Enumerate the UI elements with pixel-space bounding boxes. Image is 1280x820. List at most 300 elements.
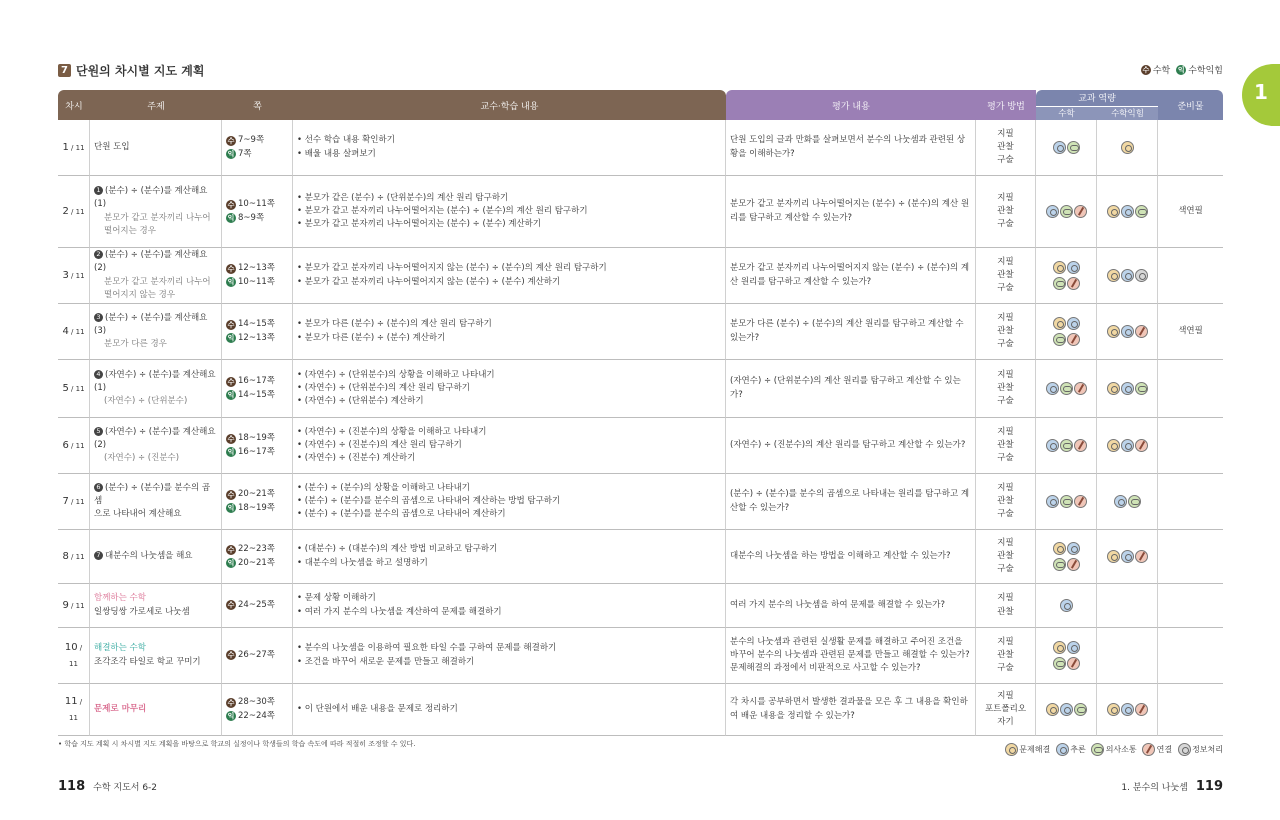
period-total: / 11 bbox=[68, 441, 85, 450]
topic-line: 조각조각 타일로 학교 꾸미기 bbox=[94, 656, 201, 667]
content-item: • 여러 가지 분수의 나눗셈을 계산하여 문제를 해결하기 bbox=[297, 606, 721, 619]
competency-workbook-cell bbox=[1097, 176, 1158, 248]
reasoning-icon bbox=[1060, 599, 1073, 612]
topic-line: 2 (분수) ÷ (분수)를 계산해요 (2) bbox=[94, 250, 208, 274]
connection-icon bbox=[1074, 205, 1087, 218]
method-cell bbox=[976, 360, 1036, 418]
content-item: • 분모가 다른 (분수) ÷ (분수) 계산하기 bbox=[297, 332, 721, 345]
evaluation-cell: 각 차시를 공부하면서 발생한 결과물을 모은 후 그 내용을 확인하여 배운 내용을 정리할 수 있는가? bbox=[726, 684, 976, 736]
content-item: • (자연수) ÷ (진분수)의 계산 원리 탐구하기 bbox=[297, 439, 721, 452]
icon-group bbox=[1038, 260, 1094, 276]
period-total: / 11 bbox=[68, 552, 85, 561]
math-book-icon: 수 bbox=[227, 434, 235, 443]
workbook-icon: 익 bbox=[227, 278, 235, 287]
problem-solving-icon bbox=[1053, 542, 1066, 555]
content-item: • 분모가 같고 분자끼리 나누어떨어지지 않는 (분수) ÷ (분수) 계산하기 bbox=[297, 276, 721, 289]
page-ref: 익 16~17쪽 bbox=[227, 446, 275, 457]
method-item: 관찰 bbox=[997, 439, 1014, 450]
connection-icon bbox=[1135, 439, 1148, 452]
reasoning-icon bbox=[1046, 205, 1059, 218]
reasoning-icon bbox=[1121, 205, 1134, 218]
problem-solving-icon bbox=[1046, 703, 1059, 716]
icon-group bbox=[1038, 702, 1094, 718]
topic-line: (자연수) ÷ (진분수) bbox=[104, 453, 180, 464]
evaluation-cell: (분수) ÷ (분수)를 분수의 곱셈으로 나타내는 원리를 탐구하고 계산할 수 있는가? bbox=[726, 474, 976, 530]
header-comp-workbook: 수학익힘 bbox=[1097, 106, 1158, 120]
legend-workbook: 익 수학익힘 bbox=[1177, 65, 1223, 76]
topic-line: 분모가 같고 분자끼리 나누어 bbox=[104, 276, 211, 287]
method-item: 자기 bbox=[997, 717, 1014, 728]
period-total: / 11 bbox=[68, 497, 85, 506]
chapter-title: 1. 분수의 나눗셈 bbox=[1121, 783, 1188, 793]
period-cell bbox=[58, 120, 90, 176]
period-cell bbox=[58, 584, 90, 628]
workbook-icon: 익 bbox=[227, 559, 235, 568]
period-number: 8 bbox=[62, 550, 69, 562]
content-item: • 대분수의 나눗셈을 하고 설명하기 bbox=[297, 557, 721, 570]
method-item: 관찰 bbox=[997, 606, 1014, 617]
communication-icon bbox=[1074, 703, 1087, 716]
problem-solving-icon bbox=[1107, 325, 1120, 338]
period-number: 5 bbox=[62, 382, 69, 394]
method-item: 포트폴리오 bbox=[984, 703, 1027, 714]
method-cell bbox=[976, 304, 1036, 360]
reasoning-icon bbox=[1060, 703, 1073, 716]
table-row bbox=[58, 120, 1223, 176]
topic-line: 6 (분수) ÷ (분수)를 분수의 곱셈 bbox=[94, 482, 211, 506]
reasoning-icon bbox=[1067, 542, 1080, 555]
header-topic: 주제 bbox=[90, 90, 222, 120]
communication-icon bbox=[1053, 277, 1066, 290]
competency-math-cell bbox=[1036, 176, 1097, 248]
pages-cell bbox=[222, 418, 293, 474]
competency-workbook-cell bbox=[1097, 418, 1158, 474]
topic-line: 분모가 다른 경우 bbox=[104, 339, 167, 350]
topic-cell bbox=[90, 474, 222, 530]
prep-cell bbox=[1158, 530, 1223, 584]
topic-line: 단원 도입 bbox=[94, 141, 130, 152]
book-title: 수학 지도서 6-2 bbox=[93, 783, 158, 793]
table-row bbox=[58, 584, 1223, 628]
topic-cell bbox=[90, 248, 222, 304]
legend-item: 연결 bbox=[1142, 743, 1172, 756]
topic-line: 떨어지는 경우 bbox=[104, 225, 156, 236]
content-item: • 문제 상황 이해하기 bbox=[297, 592, 721, 605]
method-cell bbox=[976, 474, 1036, 530]
communication-icon bbox=[1060, 495, 1073, 508]
method-item: 지필 bbox=[997, 537, 1014, 548]
info-processing-icon bbox=[1135, 269, 1148, 282]
lesson-plan-table bbox=[58, 90, 1223, 736]
evaluation-cell: 여러 가지 분수의 나눗셈을 하여 문제를 해결할 수 있는가? bbox=[726, 584, 976, 628]
content-item: • (자연수) ÷ (단위분수) 계산하기 bbox=[297, 395, 721, 408]
content-item: • 이 단원에서 배운 내용을 문제로 정리하기 bbox=[297, 703, 721, 716]
reasoning-icon bbox=[1121, 439, 1134, 452]
workbook-icon: 익 bbox=[227, 504, 235, 513]
icon-group bbox=[1038, 598, 1094, 614]
period-cell bbox=[58, 248, 90, 304]
page-number-left: 118 bbox=[58, 779, 86, 794]
problem-solving-icon bbox=[1005, 743, 1018, 756]
connection-icon bbox=[1067, 558, 1080, 571]
header-method: 평가 방법 bbox=[976, 90, 1036, 120]
problem-solving-icon bbox=[1053, 261, 1066, 274]
icon-group bbox=[1099, 438, 1155, 454]
legend-item: 의사소통 bbox=[1091, 743, 1137, 756]
content-item: • 분모가 다른 (분수) ÷ (분수)의 계산 원리 탐구하기 bbox=[297, 318, 721, 331]
workbook-icon: 익 bbox=[227, 448, 235, 457]
pages-cell bbox=[222, 684, 293, 736]
content-item: • (분수) ÷ (분수)를 분수의 곱셈으로 나타내어 계산하기 bbox=[297, 508, 721, 521]
header-evaluation: 평가 내용 bbox=[726, 90, 976, 120]
reasoning-icon bbox=[1121, 703, 1134, 716]
icon-group bbox=[1038, 494, 1094, 510]
page-ref: 수 14~15쪽 bbox=[227, 319, 275, 330]
icon-group bbox=[1038, 204, 1094, 220]
competency-math-cell bbox=[1036, 248, 1097, 304]
method-item: 관찰 bbox=[997, 550, 1014, 561]
math-book-icon: 수 bbox=[227, 320, 235, 329]
period-number: 7 bbox=[62, 495, 69, 507]
topic-line: 분모가 같고 분자끼리 나누어 bbox=[104, 212, 211, 223]
table-row bbox=[58, 360, 1223, 418]
lesson-number-badge: 1 bbox=[94, 186, 103, 195]
method-item: 구술 bbox=[997, 396, 1014, 407]
connection-icon bbox=[1142, 743, 1155, 756]
icon-group bbox=[1099, 549, 1155, 565]
workbook-icon: 익 bbox=[227, 214, 235, 223]
pages-cell bbox=[222, 530, 293, 584]
connection-icon bbox=[1067, 333, 1080, 346]
math-book-icon: 수 bbox=[227, 698, 235, 707]
page-ref: 익 18~19쪽 bbox=[227, 502, 275, 513]
connection-icon bbox=[1074, 439, 1087, 452]
method-item: 관찰 bbox=[997, 325, 1014, 336]
topic-cell bbox=[90, 360, 222, 418]
content-item: • 분모가 같고 분자끼리 나누어떨어지지 않는 (분수) ÷ (분수)의 계산 원리 탐구하기 bbox=[297, 262, 721, 275]
competency-workbook-cell bbox=[1097, 628, 1158, 684]
lesson-number-badge: 7 bbox=[94, 551, 103, 560]
period-cell bbox=[58, 360, 90, 418]
content-item: • 분수의 나눗셈을 이용하여 필요한 타일 수를 구하여 문제를 해결하기 bbox=[297, 642, 721, 655]
competency-math-cell bbox=[1036, 474, 1097, 530]
connection-icon bbox=[1135, 703, 1148, 716]
reasoning-icon bbox=[1067, 261, 1080, 274]
period-total: / 11 bbox=[68, 143, 85, 152]
math-book-icon: 수 bbox=[227, 545, 235, 554]
period-cell bbox=[58, 530, 90, 584]
footnote: • 학습 지도 계획 시 차시별 지도 계획을 바탕으로 학교의 실정이나 학생들의 학습 속도에 따라 적절히 조정할 수 있다. bbox=[58, 740, 416, 748]
connection-icon bbox=[1074, 382, 1087, 395]
content-item: • (대분수) ÷ (대분수)의 계산 방법 비교하고 탐구하기 bbox=[297, 543, 721, 556]
period-number: 3 bbox=[62, 269, 69, 281]
reasoning-icon bbox=[1114, 495, 1127, 508]
content-item: • 분모가 같은 (분수) ÷ (단위분수)의 계산 원리 탐구하기 bbox=[297, 192, 721, 205]
problem-solving-icon bbox=[1107, 439, 1120, 452]
method-item: 지필 bbox=[997, 256, 1014, 267]
method-item: 지필 bbox=[997, 482, 1014, 493]
topic-line: 문제로 마무리 bbox=[94, 703, 147, 714]
method-item: 지필 bbox=[997, 593, 1014, 604]
competency-workbook-cell bbox=[1097, 248, 1158, 304]
communication-icon bbox=[1060, 205, 1073, 218]
icon-group bbox=[1099, 140, 1155, 156]
reasoning-icon bbox=[1121, 550, 1134, 563]
pages-cell bbox=[222, 360, 293, 418]
evaluation-cell: 대분수의 나눗셈을 하는 방법을 이해하고 계산할 수 있는가? bbox=[726, 530, 976, 584]
period-cell bbox=[58, 474, 90, 530]
problem-solving-icon bbox=[1053, 317, 1066, 330]
page-ref: 익 8~9쪽 bbox=[227, 212, 265, 223]
connection-icon bbox=[1074, 495, 1087, 508]
icon-group bbox=[1099, 702, 1155, 718]
period-cell bbox=[58, 628, 90, 684]
reasoning-icon bbox=[1121, 269, 1134, 282]
icon-group bbox=[1038, 541, 1094, 557]
reasoning-icon bbox=[1046, 382, 1059, 395]
content-cell bbox=[293, 474, 726, 530]
period-number: 10 bbox=[64, 642, 78, 653]
content-cell bbox=[293, 248, 726, 304]
legend-item: 정보처리 bbox=[1177, 743, 1223, 756]
table-row bbox=[58, 248, 1223, 304]
period-total: / 11 bbox=[68, 384, 85, 393]
prep-cell bbox=[1158, 584, 1223, 628]
topic-cell bbox=[90, 628, 222, 684]
page-ref: 익 10~11쪽 bbox=[227, 276, 275, 287]
method-cell bbox=[976, 628, 1036, 684]
page-ref: 수 10~11쪽 bbox=[227, 199, 275, 210]
section-title: 단원의 차시별 지도 계획 bbox=[76, 64, 205, 78]
page-ref: 익 22~24쪽 bbox=[227, 710, 275, 721]
method-item: 관찰 bbox=[997, 649, 1014, 660]
math-book-icon: 수 bbox=[1142, 65, 1150, 74]
table-row bbox=[58, 684, 1223, 736]
prep-cell bbox=[1158, 474, 1223, 530]
icon-group bbox=[1099, 204, 1155, 220]
math-book-icon: 수 bbox=[227, 377, 235, 386]
connection-icon bbox=[1067, 277, 1080, 290]
period-number: 11 bbox=[64, 696, 78, 707]
communication-icon bbox=[1053, 657, 1066, 670]
icon-group bbox=[1038, 316, 1094, 332]
math-book-icon: 수 bbox=[227, 264, 235, 273]
legend-item: 추론 bbox=[1055, 743, 1085, 756]
prep-cell: 색연필 bbox=[1158, 176, 1223, 248]
communication-icon bbox=[1060, 439, 1073, 452]
topic-line: (자연수) ÷ (단위분수) bbox=[104, 396, 188, 407]
reasoning-icon bbox=[1046, 495, 1059, 508]
competency-math-cell bbox=[1036, 120, 1097, 176]
prep-cell bbox=[1158, 360, 1223, 418]
page-ref: 수 24~25쪽 bbox=[227, 599, 275, 610]
footer-left bbox=[58, 779, 157, 794]
method-item: 구술 bbox=[997, 509, 1014, 520]
pages-cell bbox=[222, 474, 293, 530]
prep-cell bbox=[1158, 684, 1223, 736]
evaluation-cell: 단원 도입의 글과 만화를 살펴보면서 분수의 나눗셈과 관련된 상황을 이해하는가? bbox=[726, 120, 976, 176]
prep-cell bbox=[1158, 418, 1223, 474]
content-cell bbox=[293, 176, 726, 248]
table-row bbox=[58, 418, 1223, 474]
table-row bbox=[58, 628, 1223, 684]
period-total: / 11 bbox=[69, 644, 83, 668]
problem-solving-icon bbox=[1107, 269, 1120, 282]
period-number: 1 bbox=[62, 141, 69, 153]
method-item: 지필 bbox=[997, 128, 1014, 139]
reasoning-icon bbox=[1046, 439, 1059, 452]
period-total: / 11 bbox=[69, 698, 83, 722]
page-ref: 익 12~13쪽 bbox=[227, 332, 275, 343]
topic-cell bbox=[90, 584, 222, 628]
info-processing-icon bbox=[1178, 743, 1191, 756]
reasoning-icon bbox=[1067, 641, 1080, 654]
method-item: 관찰 bbox=[997, 205, 1014, 216]
icon-group bbox=[1038, 140, 1094, 156]
page-ref: 수 16~17쪽 bbox=[227, 376, 275, 387]
content-item: • (자연수) ÷ (단위분수)의 계산 원리 탐구하기 bbox=[297, 382, 721, 395]
method-item: 구술 bbox=[997, 155, 1014, 166]
workbook-icon: 익 bbox=[1177, 65, 1185, 74]
lesson-number-badge: 2 bbox=[94, 250, 103, 259]
pages-cell bbox=[222, 584, 293, 628]
competency-workbook-cell bbox=[1097, 584, 1158, 628]
method-item: 지필 bbox=[997, 690, 1014, 701]
evaluation-cell: (자연수) ÷ (단위분수)의 계산 원리를 탐구하고 계산할 수 있는가? bbox=[726, 360, 976, 418]
competency-workbook-cell bbox=[1097, 530, 1158, 584]
period-total: / 11 bbox=[68, 207, 85, 216]
evaluation-cell: 분모가 같고 분자끼리 나누어떨어지지 않는 (분수) ÷ (분수)의 계산 원리를 탐구하고 계산할 수 있는가? bbox=[726, 248, 976, 304]
content-item: • (자연수) ÷ (단위분수)의 상황을 이해하고 나타내기 bbox=[297, 369, 721, 382]
icon-group bbox=[1099, 381, 1155, 397]
page-ref: 수 26~27쪽 bbox=[227, 649, 275, 660]
period-number: 9 bbox=[62, 599, 69, 611]
reasoning-icon bbox=[1121, 325, 1134, 338]
header-competency: 교과 역량 bbox=[1036, 90, 1158, 106]
pages-cell bbox=[222, 176, 293, 248]
competency-math-cell bbox=[1036, 304, 1097, 360]
prep-cell: 색연필 bbox=[1158, 304, 1223, 360]
method-item: 지필 bbox=[997, 312, 1014, 323]
topic-cell bbox=[90, 684, 222, 736]
topic-line: 4 (자연수) ÷ (분수)를 계산해요 (1) bbox=[94, 369, 216, 393]
reasoning-icon bbox=[1053, 141, 1066, 154]
method-cell bbox=[976, 684, 1036, 736]
content-cell bbox=[293, 684, 726, 736]
topic-cell bbox=[90, 176, 222, 248]
topic-line: 7 대분수의 나눗셈을 해요 bbox=[94, 550, 217, 563]
page-number-right: 119 bbox=[1195, 779, 1223, 794]
period-cell bbox=[58, 176, 90, 248]
competency-math-cell bbox=[1036, 684, 1097, 736]
icon-group bbox=[1038, 332, 1094, 348]
lesson-number-badge: 3 bbox=[94, 313, 103, 322]
pages-cell bbox=[222, 628, 293, 684]
table-row bbox=[58, 304, 1223, 360]
lesson-number-badge: 6 bbox=[94, 483, 103, 492]
content-item: • (자연수) ÷ (진분수)의 상황을 이해하고 나타내기 bbox=[297, 426, 721, 439]
evaluation-cell: 분모가 다른 (분수) ÷ (분수)의 계산 원리를 탐구하고 계산할 수 있는가? bbox=[726, 304, 976, 360]
reasoning-icon bbox=[1067, 317, 1080, 330]
pages-cell bbox=[222, 120, 293, 176]
icon-group bbox=[1099, 268, 1155, 284]
method-item: 관찰 bbox=[997, 141, 1014, 152]
math-book-icon: 수 bbox=[227, 136, 235, 145]
table-row bbox=[58, 474, 1223, 530]
evaluation-cell: 분모가 같고 분자끼리 나누어떨어지는 (분수) ÷ (분수)의 계산 원리를 탐구하고 계산할 수 있는가? bbox=[726, 176, 976, 248]
content-cell bbox=[293, 584, 726, 628]
page-ref: 수 22~23쪽 bbox=[227, 544, 275, 555]
communication-icon bbox=[1060, 382, 1073, 395]
content-item: • (분수) ÷ (분수)의 상황을 이해하고 나타내기 bbox=[297, 482, 721, 495]
page-ref: 익 7쪽 bbox=[227, 148, 252, 159]
header-prep: 준비물 bbox=[1158, 90, 1223, 120]
icon-group bbox=[1038, 438, 1094, 454]
workbook-icon: 익 bbox=[227, 712, 235, 721]
period-total: / 11 bbox=[68, 327, 85, 336]
topic-line: 3 (분수) ÷ (분수)를 계산해요 (3) bbox=[94, 312, 208, 336]
reasoning-icon bbox=[1056, 743, 1069, 756]
icon-group bbox=[1038, 276, 1094, 292]
chapter-side-tab: 1 bbox=[1242, 64, 1280, 126]
pages-cell bbox=[222, 248, 293, 304]
period-number: 4 bbox=[62, 325, 69, 337]
content-cell bbox=[293, 418, 726, 474]
math-book-icon: 수 bbox=[227, 200, 235, 209]
method-item: 지필 bbox=[997, 192, 1014, 203]
method-item: 관찰 bbox=[997, 382, 1014, 393]
period-number: 2 bbox=[62, 205, 69, 217]
problem-solving-icon bbox=[1107, 382, 1120, 395]
connection-icon bbox=[1135, 325, 1148, 338]
topic-cell bbox=[90, 418, 222, 474]
period-cell bbox=[58, 684, 90, 736]
workbook-icon: 익 bbox=[227, 150, 235, 159]
content-item: • (분수) ÷ (분수)를 분수의 곱셈으로 나타내어 계산하는 방법 탐구하기 bbox=[297, 495, 721, 508]
reasoning-icon bbox=[1121, 382, 1134, 395]
problem-solving-icon bbox=[1107, 205, 1120, 218]
page-ref: 수 7~9쪽 bbox=[227, 135, 265, 146]
problem-solving-icon bbox=[1107, 703, 1120, 716]
content-item: • 배울 내용 살펴보기 bbox=[297, 148, 721, 161]
prep-cell bbox=[1158, 120, 1223, 176]
competency-math-cell bbox=[1036, 418, 1097, 474]
competency-workbook-cell bbox=[1097, 304, 1158, 360]
topic-line: 떨어지지 않는 경우 bbox=[104, 289, 176, 300]
problem-solving-icon bbox=[1107, 550, 1120, 563]
method-item: 지필 bbox=[997, 426, 1014, 437]
math-book-icon: 수 bbox=[227, 490, 235, 499]
table-row bbox=[58, 176, 1223, 248]
page-ref: 수 28~30쪽 bbox=[227, 697, 275, 708]
icon-group bbox=[1038, 640, 1094, 656]
competency-math-cell bbox=[1036, 360, 1097, 418]
method-cell bbox=[976, 248, 1036, 304]
period-cell bbox=[58, 304, 90, 360]
competency-workbook-cell bbox=[1097, 474, 1158, 530]
competency-math-cell bbox=[1036, 584, 1097, 628]
method-item: 구술 bbox=[997, 663, 1014, 674]
table-row bbox=[58, 530, 1223, 584]
method-cell bbox=[976, 584, 1036, 628]
method-item: 구술 bbox=[997, 339, 1014, 350]
lesson-number-badge: 5 bbox=[94, 427, 103, 436]
math-book-icon: 수 bbox=[227, 601, 235, 610]
page-ref: 수 18~19쪽 bbox=[227, 433, 275, 444]
content-cell bbox=[293, 304, 726, 360]
topic-cell bbox=[90, 304, 222, 360]
method-cell bbox=[976, 120, 1036, 176]
